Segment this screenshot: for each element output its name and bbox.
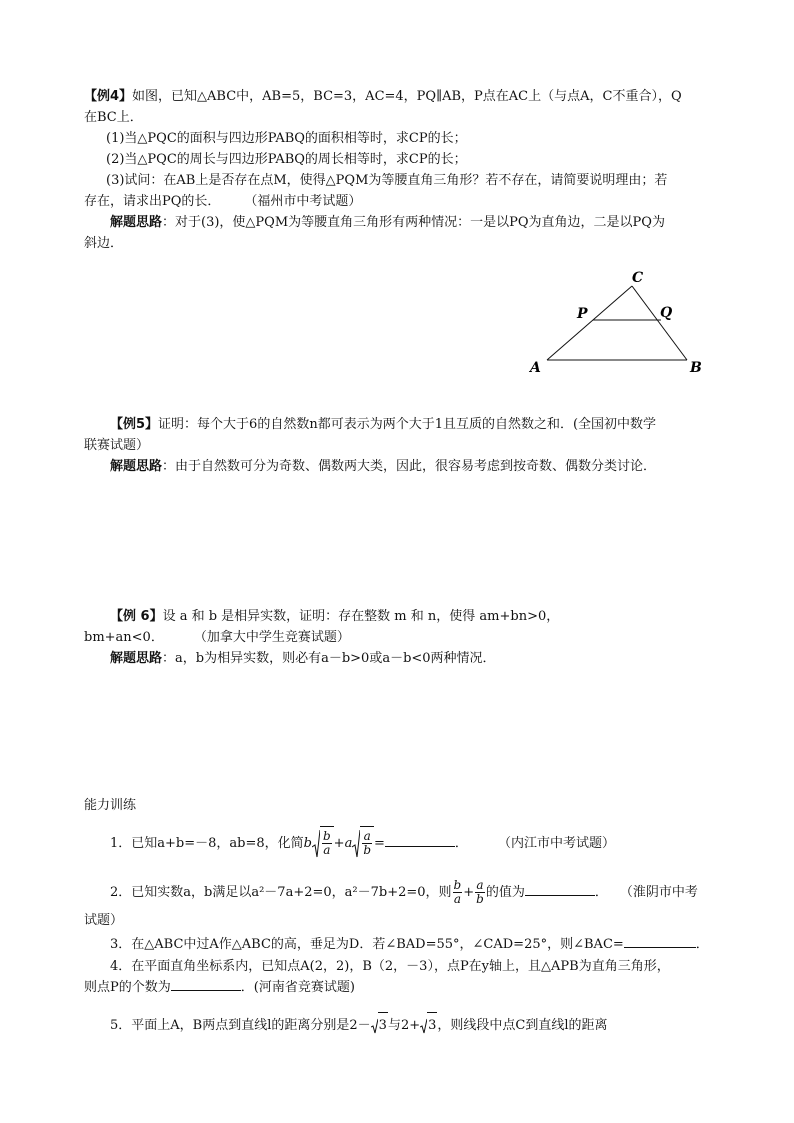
problem-1: 1．已知a+b=－8，ab=8，化简b $\frac{b}{a}$ +a $\frac{a}{b}$ = ． （内江市中考试题） xyxy=(84,826,714,861)
example-5-hint: ：由于自然数可分为奇数、偶数两大类，因此，很容易考虑到按奇数、偶数分类讨论． xyxy=(162,459,657,474)
problem-4-text-2: 则点P的个数为 xyxy=(84,980,171,995)
example-5-text-2: 联赛试题） xyxy=(84,438,150,453)
frac-den: a xyxy=(323,843,331,857)
side-ac xyxy=(547,286,632,360)
problem-2-text: 2．已知实数a，b满足以a²－7a+2=0，a²－7b+2=0，则 xyxy=(110,885,452,900)
problem-2: 2．已知实数a，b满足以a²－7a+2=0，a²－7b+2=0，则 $\frac{b}{a}$ + $\frac{a}{b}$ 的值为 ． （淮阴市中考 试题） xyxy=(84,876,714,931)
sqrt-3 xyxy=(371,1012,388,1039)
example-5 xyxy=(84,414,714,477)
example-4-question-1: (1)当△PQC的面积与四边形PABQ的面积相等时，求CP的长； xyxy=(106,131,467,146)
problem-1-a: a xyxy=(344,836,353,851)
example-5-tag: 【例5】 xyxy=(110,417,159,432)
label-p: P xyxy=(577,306,588,322)
answer-blank xyxy=(171,978,241,991)
example-4-hint-1: ：对于(3)，使△PQM为等腰直角三角形有两种情况：一是以PQ为直角边，二是以PQ为 xyxy=(162,215,665,230)
example-4-intro-2: 在BC上． xyxy=(84,110,143,125)
frac-den: b xyxy=(476,892,484,906)
example-6-hint-label: 解题思路 xyxy=(110,651,163,666)
example-4-question-2: (2)当△PQC的周长与四边形PABQ的周长相等时，求CP的长； xyxy=(106,152,467,167)
plus-sign: + xyxy=(463,885,475,900)
label-b: B xyxy=(690,360,702,376)
example-6-source: （加拿大中学生竞赛试题） xyxy=(193,630,350,645)
example-5-hint-label: 解题思路 xyxy=(110,459,163,474)
side-cb xyxy=(632,286,687,360)
example-6-hint: ：a，b为相异实数，则必有a－b>0或a－b<0两种情况． xyxy=(162,651,496,666)
frac-num: b xyxy=(453,878,462,892)
problem-4-text-1: 4．在平面直角坐标系内，已知点A(2，2)，B（2，－3），点P在y轴上，且△APB为直角三角形， xyxy=(110,959,670,974)
radicand: 3 xyxy=(378,1012,388,1039)
problem-1-text: 1．已知a+b=－8，ab=8，化简 xyxy=(110,836,304,851)
example-6-tag: 【例 6】 xyxy=(110,609,163,624)
frac-num: b xyxy=(322,829,331,843)
problem-1-eq: = xyxy=(374,836,385,851)
radicand: 3 xyxy=(427,1012,437,1039)
problem-1-b: b xyxy=(303,836,312,851)
frac-num: a xyxy=(363,829,371,843)
example-6 xyxy=(84,606,714,669)
example-4-intro-1: 如图，已知△ABC中，AB=5，BC=3，AC=4，PQ∥AB，P点在AC上（与点A，C不重合），Q xyxy=(132,89,682,104)
answer-blank xyxy=(385,834,455,847)
example-4-hint-2: 斜边． xyxy=(84,236,124,251)
sqrt-3 xyxy=(420,1012,437,1039)
problem-1-source: （内江市中考试题） xyxy=(497,836,615,851)
label-q: Q xyxy=(660,305,673,321)
label-a: A xyxy=(530,360,541,376)
example-4 xyxy=(84,86,714,254)
problem-2-source: （淮阴市中考 xyxy=(619,885,698,900)
training-heading: 能力训练 xyxy=(84,798,137,813)
triangle-figure xyxy=(520,262,720,382)
sqrt-b-over-a xyxy=(312,826,334,861)
example-4-hint-label: 解题思路 xyxy=(110,215,163,230)
problem-3-text: 3．在△ABC中过A作△ABC的高，垂足为D．若∠BAD=55°，∠CAD=25°，则∠BAC= xyxy=(110,937,624,952)
problem-5-post: ，则线段中点C到直线l的距离 xyxy=(437,1018,608,1033)
answer-blank xyxy=(624,935,696,948)
sqrt-a-over-b xyxy=(352,826,374,861)
problem-5-mid: 与2+ xyxy=(387,1018,421,1033)
problem-4-source: ．(河南省竞赛试题) xyxy=(240,980,355,995)
label-c: C xyxy=(632,270,644,286)
problem-5 xyxy=(84,1012,714,1039)
example-4-source: （福州市中考试题） xyxy=(244,194,362,209)
problem-5-text: 5．平面上A，B两点到直线l的距离分别是2－ xyxy=(110,1018,371,1033)
example-6-text-1: 设 a 和 b 是相异实数，证明：存在整数 m 和 n，使得 am+bn>0， xyxy=(162,609,560,624)
example-4-question-3b: 存在，请求出PQ的长． xyxy=(84,194,221,209)
frac-den: a xyxy=(453,892,461,906)
frac-den: b xyxy=(363,843,372,857)
frac-num: a xyxy=(476,878,484,892)
problem-4 xyxy=(84,956,714,998)
problem-2-source-2: 试题） xyxy=(84,913,124,928)
example-4-question-3a: (3)试问：在AB上是否存在点M，使得△PQM为等腰直角三角形？若不存在，请简要说明理由；若 xyxy=(106,173,668,188)
example-5-text-1: 证明：每个大于6的自然数n都可表示为两个大于1且互质的自然数之和．(全国初中数学 xyxy=(158,417,657,432)
problem-2-post: 的值为 xyxy=(485,885,525,900)
problem-3: 3．在△ABC中过A作△ABC的高，垂足为D．若∠BAD=55°，∠CAD=25°，则∠BAC= ． xyxy=(110,937,709,952)
example-4-tag: 【例4】 xyxy=(84,89,133,104)
answer-blank xyxy=(525,883,595,896)
example-6-text-2: bm+an<0． xyxy=(84,630,164,645)
